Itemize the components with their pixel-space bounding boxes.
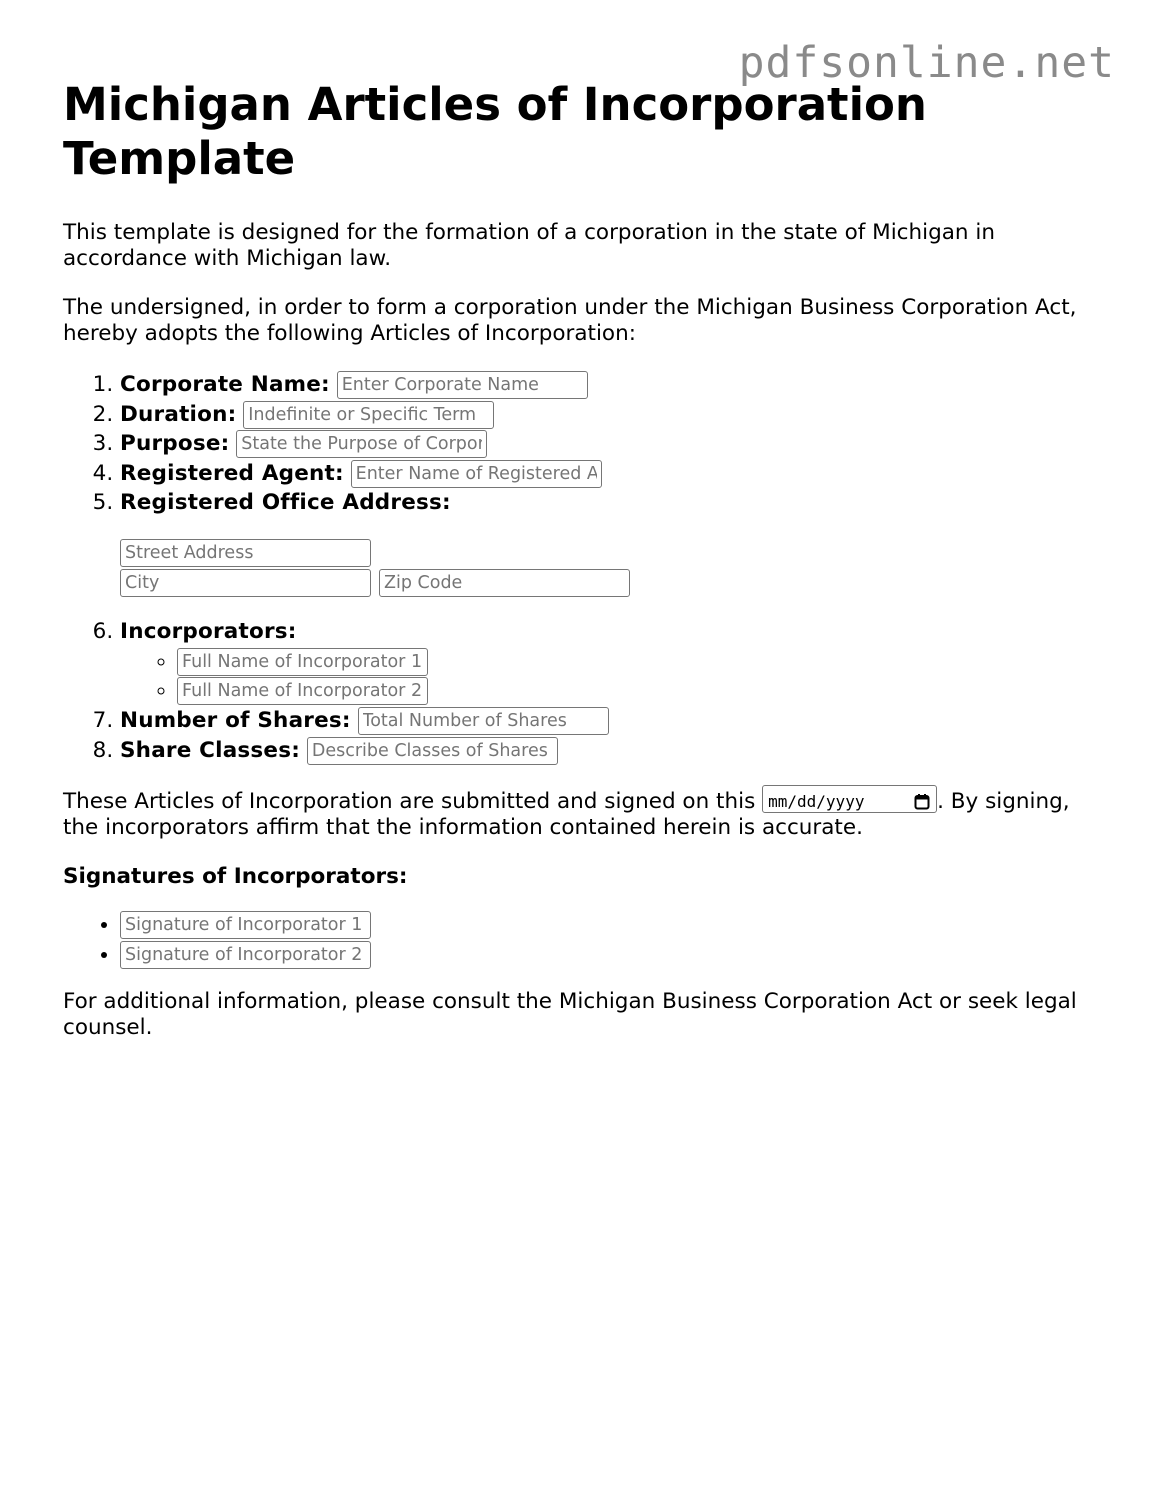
registered-office-label: Registered Office Address:: [120, 490, 451, 516]
list-item: [120, 429, 1093, 459]
footer-note: For additional information, please consult the Michigan Business Corporation Act or seek legal counsel.: [63, 989, 1077, 1041]
list-item: [120, 910, 1093, 940]
registered-agent-label: Registered Agent:: [120, 460, 344, 486]
signature-1-input[interactable]: [120, 911, 371, 939]
zip-code-input[interactable]: [379, 569, 630, 597]
duration-label: Duration:: [120, 401, 237, 427]
list-item: [120, 940, 1093, 970]
share-classes-label: Share Classes:: [120, 737, 300, 763]
submission-text-after: . By signing, the incorporators affirm that the information contained herein is accurate.: [63, 789, 1070, 841]
signatures-list: [63, 910, 1093, 969]
signatures-heading: Signatures of Incorporators:: [63, 864, 408, 890]
adoption-paragraph: The undersigned, in order to form a corporation under the Michigan Business Corporation Act, hereby adopts the following Articles of Incorporation:: [63, 295, 1077, 346]
purpose-input[interactable]: [236, 430, 487, 458]
purpose-label: Purpose:: [120, 431, 230, 457]
incorporator-2-input[interactable]: [177, 677, 428, 705]
incorporators-list: [120, 647, 1093, 706]
incorporator-1-input[interactable]: [177, 648, 428, 676]
watermark: pdfsonline.net: [738, 38, 1115, 88]
list-item: [120, 370, 1093, 400]
list-item: [120, 488, 1093, 597]
list-item: [177, 676, 1093, 706]
submission-paragraph: [63, 785, 1093, 841]
list-item: [120, 736, 1093, 766]
articles-list: [63, 370, 1093, 765]
list-item: [120, 400, 1093, 430]
corporate-name-label: Corporate Name:: [120, 372, 330, 397]
registered-agent-input[interactable]: [351, 460, 602, 488]
list-item: [120, 706, 1093, 736]
street-address-input[interactable]: [120, 539, 371, 567]
signing-date-input[interactable]: [762, 785, 937, 813]
calendar-icon[interactable]: [914, 791, 930, 817]
page-title: Michigan Articles of Incorporation Template: [63, 78, 927, 185]
number-of-shares-label: Number of Shares:: [120, 707, 351, 733]
address-fields: [120, 538, 1093, 597]
intro-paragraph: This template is designed for the formation of a corporation in the state of Michigan in accordance with Michigan law.: [63, 220, 995, 271]
corporate-name-input[interactable]: [337, 371, 588, 399]
list-item: [120, 459, 1093, 489]
signature-2-input[interactable]: [120, 941, 371, 969]
share-classes-input[interactable]: [307, 737, 558, 765]
list-item: [120, 617, 1093, 706]
submission-text-before: These Articles of Incorporation are submitted and signed on this: [63, 789, 763, 815]
city-input[interactable]: [120, 569, 371, 597]
number-of-shares-input[interactable]: [358, 707, 609, 735]
incorporators-label: Incorporators:: [120, 619, 297, 645]
duration-input[interactable]: [243, 401, 494, 429]
document: [63, 78, 1093, 1064]
list-item: [177, 647, 1093, 677]
date-placeholder: mm/dd/yyyy: [768, 792, 865, 812]
